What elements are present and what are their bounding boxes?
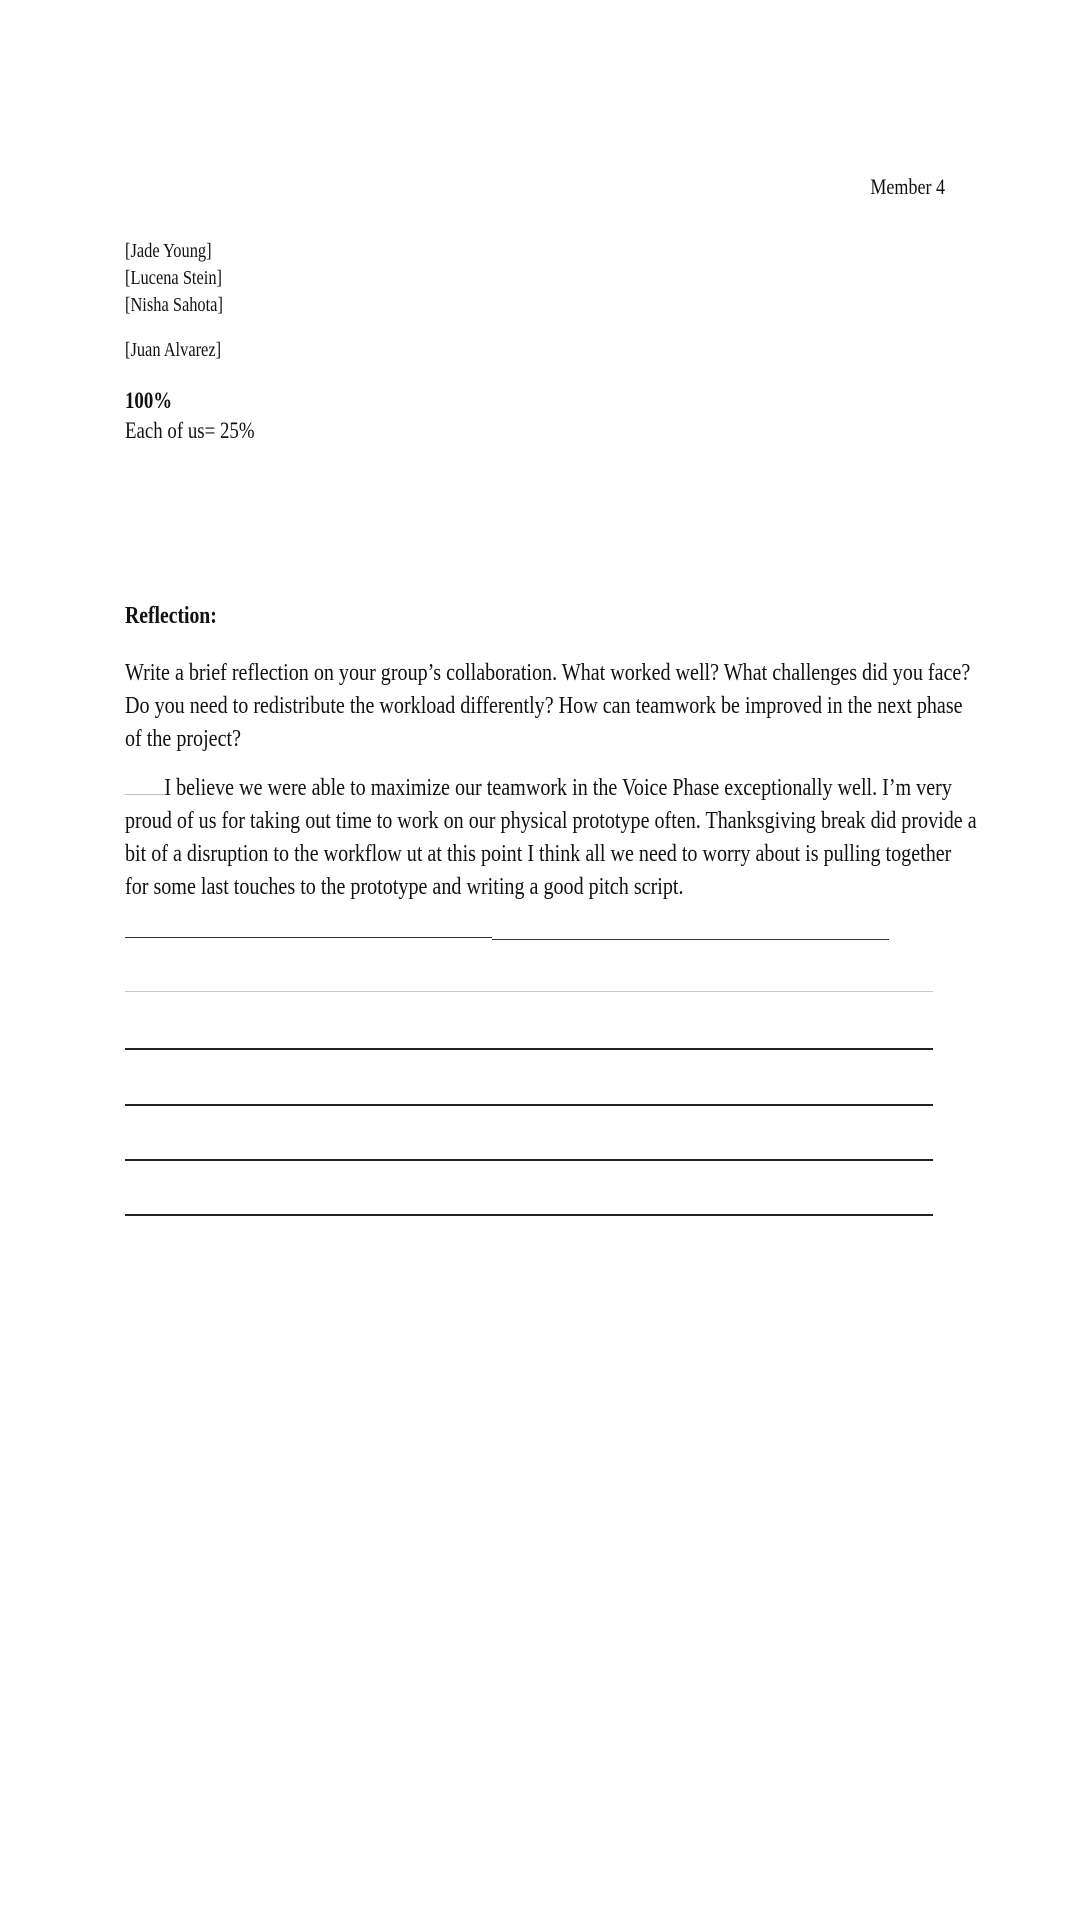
prompt-line: Write a brief reflection on your group’s collaboration. What worked well? What challenges did you face? <box>125 659 971 686</box>
member-name-extra: [Juan Alvarez] <box>125 339 222 361</box>
answer-blank-line <box>125 1104 933 1106</box>
prompt-line: Do you need to redistribute the workload differently? How can teamwork be improved in the next phase <box>125 692 963 719</box>
answer-blank-lead <box>125 772 164 795</box>
member-name: [Nisha Sahota] <box>125 294 223 316</box>
reflection-heading: Reflection: <box>125 603 217 629</box>
answer-blank-line <box>125 1048 933 1050</box>
reflection-prompt <box>125 656 1069 755</box>
answer-line: bit of a disruption to the workflow ut at this point I think all we need to worry about is pulling together <box>125 840 952 867</box>
answer-blank-line <box>492 939 889 940</box>
member-label: Member 4 <box>870 174 945 199</box>
reflection-answer <box>125 771 1069 903</box>
answer-line: for some last touches to the prototype and writing a good pitch script. <box>125 873 684 900</box>
prompt-line: of the project? <box>125 725 242 752</box>
member-name: [Jade Young] <box>125 240 212 262</box>
answer-line: proud of us for taking out time to work on our physical prototype often. Thanksgiving break did provide a <box>125 807 977 834</box>
member-name: [Lucena Stein] <box>125 267 222 289</box>
contribution-each: Each of us= 25% <box>125 418 255 443</box>
answer-line <box>125 771 952 804</box>
answer-blank-line <box>125 1159 933 1161</box>
answer-blank-line <box>125 937 492 938</box>
answer-text: I believe we were able to maximize our teamwork in the Voice Phase exceptionally well. I’m very <box>164 774 952 801</box>
contribution-total: 100% <box>125 388 173 413</box>
answer-blank-line <box>125 1214 933 1216</box>
answer-blank-line <box>125 991 933 992</box>
member-names <box>125 238 244 319</box>
